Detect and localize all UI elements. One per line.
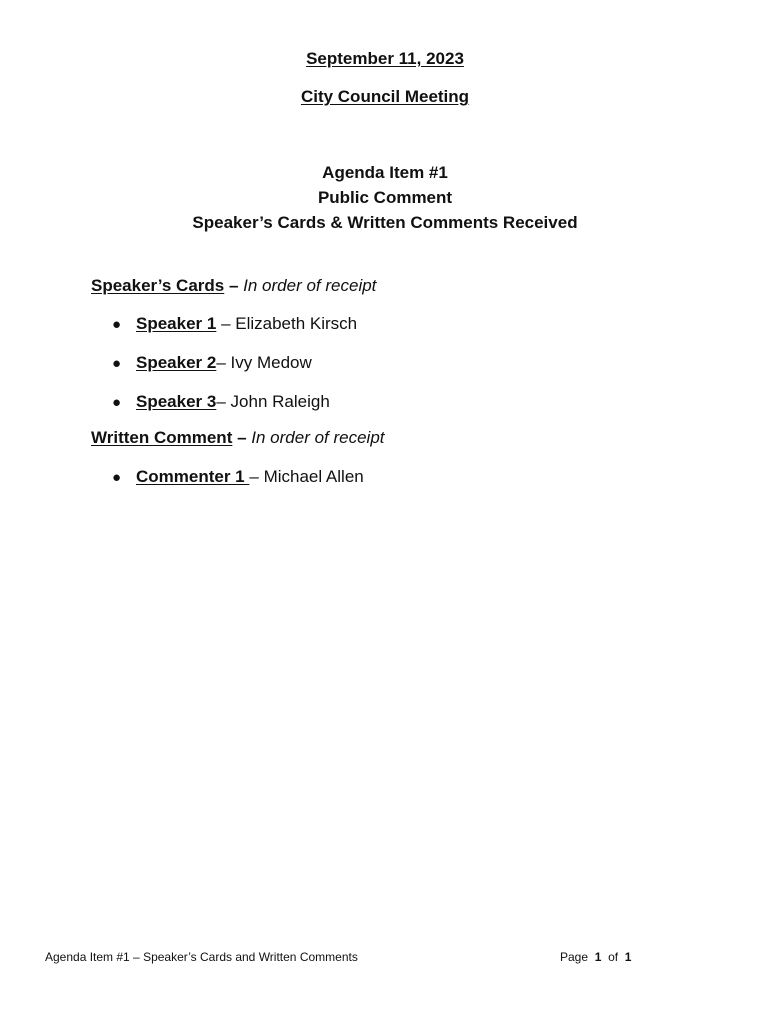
footer-of-word: of bbox=[608, 950, 619, 964]
speaker-name: Ivy Medow bbox=[230, 353, 312, 372]
commenter-separator: – bbox=[249, 467, 264, 486]
meeting-date bbox=[0, 48, 770, 70]
speaker-separator: – bbox=[216, 314, 236, 333]
written-heading-label: Written Comment bbox=[91, 428, 233, 447]
speaker-name: John Raleigh bbox=[230, 392, 330, 411]
written-heading-dash: – bbox=[232, 428, 252, 447]
agenda-topic: Public Comment bbox=[317, 188, 453, 207]
meeting-title-text: City Council Meeting bbox=[300, 87, 470, 106]
written-heading-note: In order of receipt bbox=[251, 428, 385, 447]
speaker-item-2 bbox=[112, 352, 312, 375]
footer-title: Agenda Item #1 – Speaker’s Cards and Written Comments bbox=[45, 950, 358, 964]
written-comment-heading bbox=[91, 427, 385, 449]
speaker-name: Elizabeth Kirsch bbox=[235, 314, 358, 333]
bullet-icon: ● bbox=[112, 355, 122, 372]
speaker-label: Speaker 3 bbox=[136, 392, 217, 411]
speaker-separator: – bbox=[216, 392, 231, 411]
footer-page-number bbox=[560, 949, 631, 965]
footer-page-word: Page bbox=[560, 950, 589, 964]
speakers-heading-dash: – bbox=[224, 276, 244, 295]
speakers-heading bbox=[91, 275, 376, 297]
meeting-date-text: September 11, 2023 bbox=[306, 49, 464, 68]
footer-page-current: 1 bbox=[594, 950, 602, 964]
bullet-icon: ● bbox=[112, 394, 122, 411]
speaker-label: Speaker 2 bbox=[136, 353, 217, 372]
speaker-separator: – bbox=[216, 353, 231, 372]
speaker-item-3 bbox=[112, 391, 330, 414]
commenter-name: Michael Allen bbox=[263, 467, 364, 486]
commenter-item-1 bbox=[112, 466, 364, 489]
speakers-heading-note: In order of receipt bbox=[243, 276, 377, 295]
speaker-item-1 bbox=[112, 313, 357, 336]
speaker-label: Speaker 1 bbox=[136, 314, 217, 333]
footer-page-total: 1 bbox=[624, 950, 632, 964]
speakers-heading-label: Speaker’s Cards bbox=[91, 276, 225, 295]
agenda-subtitle: Speaker’s Cards & Written Comments Received bbox=[192, 213, 578, 232]
commenter-label: Commenter 1 bbox=[136, 467, 250, 486]
agenda-item-title: Agenda Item #1 bbox=[322, 163, 448, 182]
meeting-title bbox=[0, 86, 770, 108]
bullet-icon: ● bbox=[112, 469, 122, 486]
bullet-icon: ● bbox=[112, 316, 122, 333]
